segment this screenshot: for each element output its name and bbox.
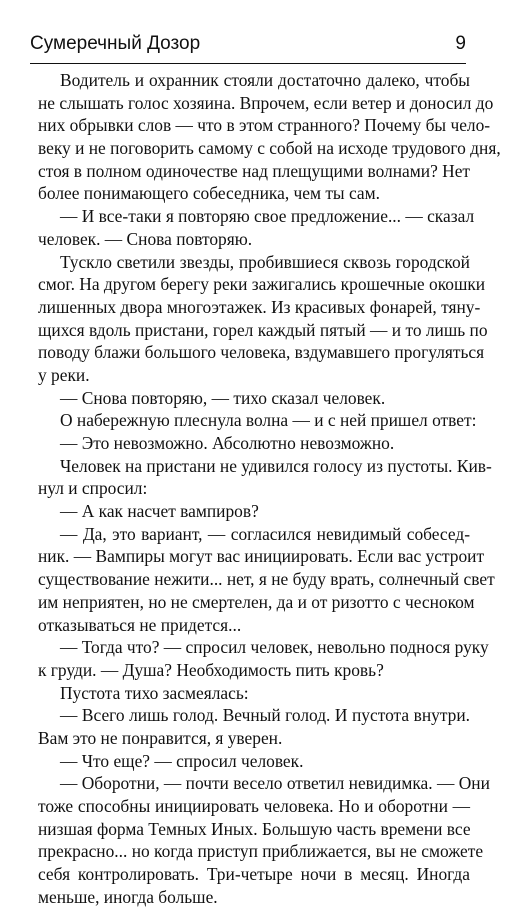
text-line: прекрасно... но когда приступ приближается, вы не сможете [38,841,484,862]
text-line: смог. На другом берегу реки зажигались крошечные окошки [38,274,486,295]
text-line: стоя в полном одиночестве над плещущими волнами? Нет [38,160,471,181]
text-line: к груди. — Душа? Необходимость пить кровь? [38,659,384,680]
text-line: не слышать голос хозяина. Впрочем, если ветер и доносил до [38,92,494,113]
text-line: существование нежити... нет, я не буду врать, солнечный свет [38,569,495,590]
text-line: Тускло светили звезды, пробившиеся сквозь городской [60,251,470,272]
text-line: — Что еще? — спросил человек. [60,750,304,771]
text-line: — Да, это вариант, — согласился невидимый собесед- [60,523,470,544]
text-line: им неприятен, но не смертелен, да и от ризотто с чесноком [38,591,475,612]
text-line: — Оборотни, — почти весело ответил невидимка. — Они [60,773,490,794]
text-line: — Всего лишь голод. Вечный голод. И пустота внутри. [60,705,470,726]
text-line: — Тогда что? — спросил человек, невольно поднося руку [60,637,489,658]
text-line: — Снова повторяю, — тихо сказал человек. [60,387,386,408]
text-line: низшая форма Темных Иных. Большую часть времени все [38,818,471,839]
text-line: ник. — Вампиры могут вас инициировать. Если вас устроит [38,546,485,567]
running-title: Сумеречный Дозор [30,33,201,54]
text-line: более понимающего собеседника, чем ты сам. [38,183,380,204]
text-line: щихся вдоль пристани, горел каждый пятый — и то лишь по [38,319,488,340]
text-line: Вам это не понравится, я уверен. [38,727,283,748]
text-line: меньше, иногда больше. [38,886,218,907]
text-line: у реки. [38,364,90,385]
text-line: — А как насчет вампиров? [60,501,259,522]
text-line: — Это невозможно. Абсолютно невозможно. [60,433,395,453]
text-line: себя контролировать. Три-четыре ночи в месяц. Иногда [38,864,470,885]
text-line: поводу блажи большого человека, вздумавшего прогуляться [38,342,485,363]
body-text [38,69,501,908]
text-line: — И все-таки я повторяю свое предложение... — сказал [60,206,475,227]
text-line: тоже способны инициировать человека. Но и оборотни — [38,796,470,816]
text-line: веку и не поговорить самому с собой на исходе трудового дня, [38,138,501,159]
text-line: человек. — Снова повторяю. [38,228,253,249]
text-line: нул и спросил: [38,478,148,499]
text-line: отказываться не придется... [38,614,242,635]
text-line: О набережную плеснула волна — и с ней пришел ответ: [60,410,477,431]
text-line: Человек на пристани не удивился голосу из пустоты. Кив- [60,455,492,476]
text-line: Пустота тихо засмеялась: [60,682,249,703]
text-line: них обрывки слов — что в этом странного? Почему бы чело- [38,115,491,136]
page-number: 9 [455,33,466,54]
text-line: Водитель и охранник стояли достаточно далеко, чтобы [60,70,470,90]
running-head [30,31,468,57]
header-rule [30,63,466,64]
text-line: лишенных двора многоэтажек. Из красивых фонарей, тяну- [38,296,481,317]
